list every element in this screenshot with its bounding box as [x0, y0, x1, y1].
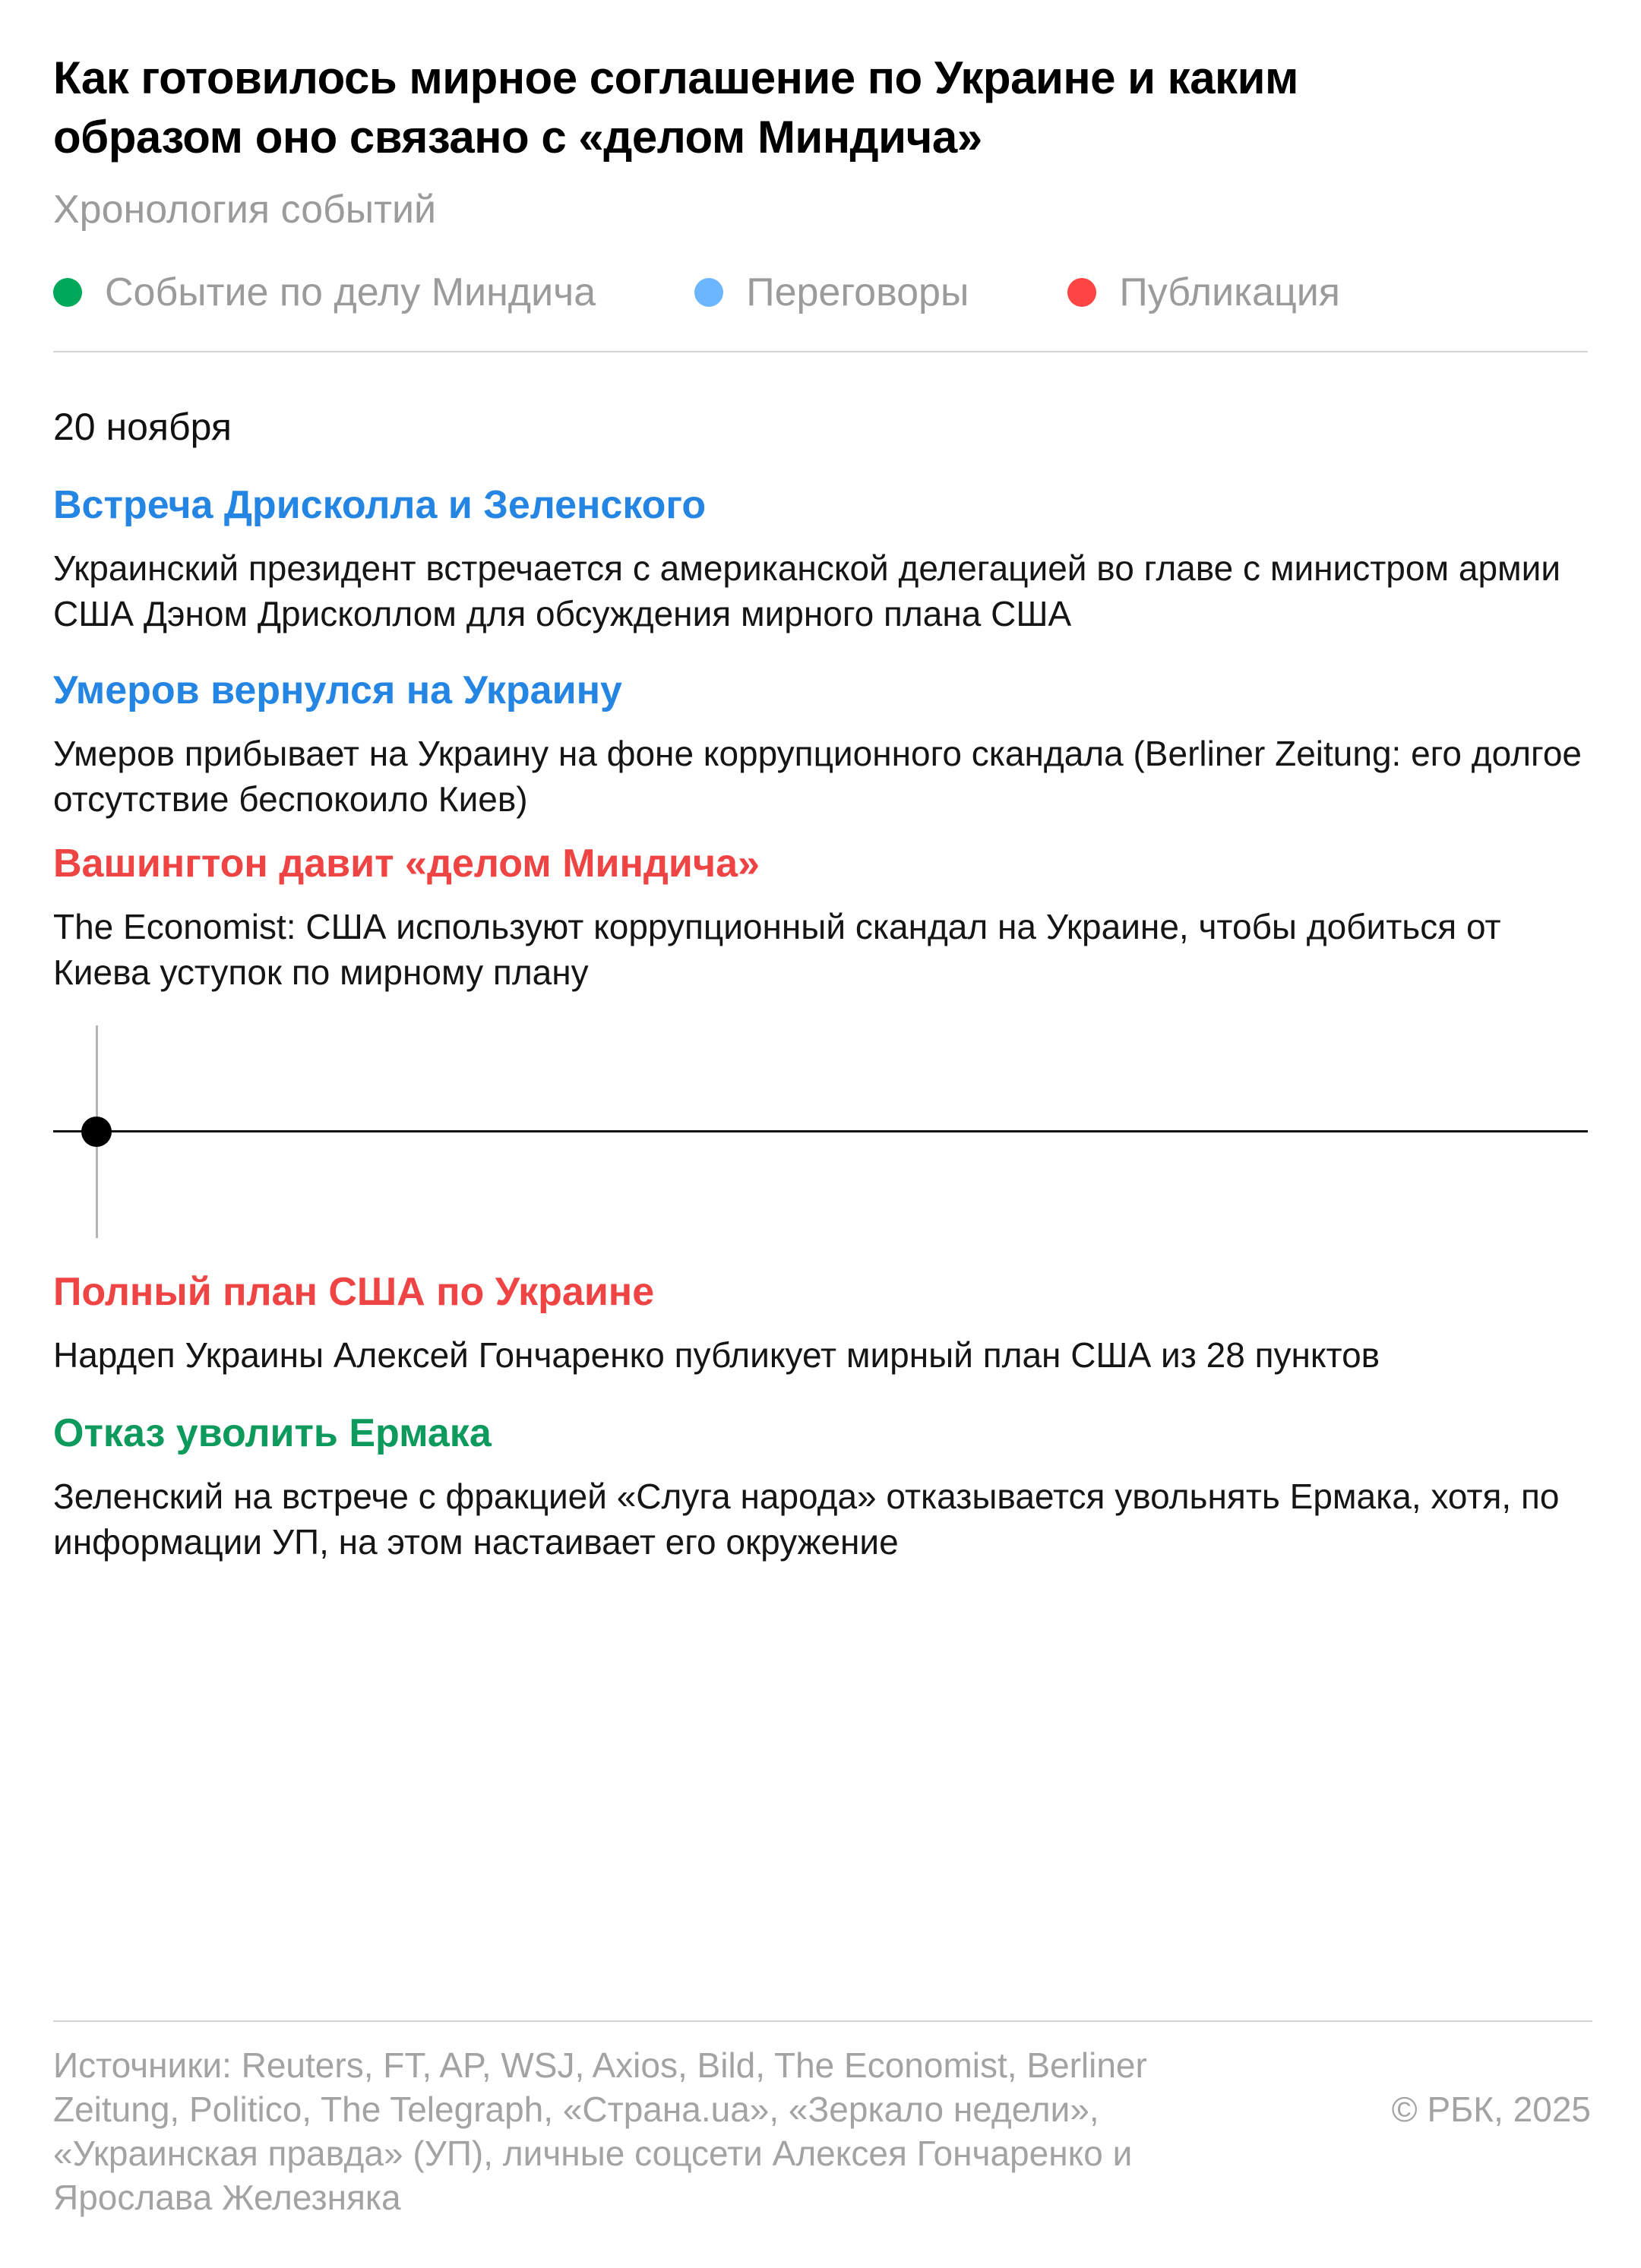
timeline-date: 20 ноября [53, 406, 232, 448]
event-title: Вашингтон давит «делом Миндича» [53, 842, 760, 886]
timeline-horizontal-line [53, 1130, 1588, 1132]
legend-label: Событие по делу Миндича [105, 270, 596, 314]
event-description: Нардеп Украины Алексей Гончаренко публикует мирный план США из 28 пунктов [53, 1335, 1380, 1375]
legend [53, 266, 1439, 319]
legend-label: Переговоры [746, 270, 969, 314]
page-title: Как готовилось мирное соглашение по Украине и каким образом оно связано с «делом Миндича» [53, 52, 1298, 163]
event-item [53, 667, 1595, 822]
event-description: Украинский президент встречается с американской делегацией во главе с министром армии США Дэном Дрисколлом для обсуждения мирного плана США [53, 548, 1561, 633]
legend-label: Публикация [1119, 270, 1340, 314]
page-subtitle: Хронология событий [53, 188, 437, 232]
event-description: Зеленский на встрече с фракцией «Слуга народа» отказывается увольнять Ермака, хотя, по информации УП, на этом настаивает его окружение [53, 1477, 1560, 1562]
timeline-marker-dot-icon[interactable] [81, 1117, 112, 1147]
red-dot-icon [1067, 278, 1096, 307]
event-description: Умеров прибывает на Украину на фоне коррупционного скандала (Berliner Zeitung: его долгое отсутствие беспокоило Киев) [53, 734, 1582, 819]
legend-item-publication [1067, 270, 1340, 315]
sources-text: Источники: Reuters, FT, AP, WSJ, Axios, Bild, The Economist, Berliner Zeitung, Politico, The Telegraph, «Страна.ua», «Зеркало недели», «Украинская правда» (УП), личные соцсети Алексея Гончаренко и Ярослава Железняка [53, 2045, 1147, 2217]
green-dot-icon [53, 278, 82, 307]
event-description: The Economist: США используют коррупционный скандал на Украине, чтобы добиться от Киева уступок по мирному плану [53, 907, 1501, 992]
legend-item-negotiations [694, 270, 969, 315]
event-title: Полный план США по Украине [53, 1270, 655, 1314]
event-title: Умеров вернулся на Украину [53, 668, 622, 712]
event-title: Отказ уволить Ермака [53, 1411, 492, 1455]
event-title: Встреча Дрисколла и Зеленского [53, 483, 707, 527]
blue-dot-icon [694, 278, 723, 307]
event-item [53, 1410, 1595, 1565]
timeline-axis [53, 1025, 1588, 1238]
event-item [53, 840, 1595, 995]
event-item [53, 1268, 1595, 1378]
legend-item-mindich [53, 270, 596, 315]
header-divider [53, 351, 1588, 352]
copyright-text: © РБК, 2025 [1391, 2090, 1591, 2129]
footer-divider [53, 2020, 1592, 2022]
event-item [53, 482, 1595, 636]
